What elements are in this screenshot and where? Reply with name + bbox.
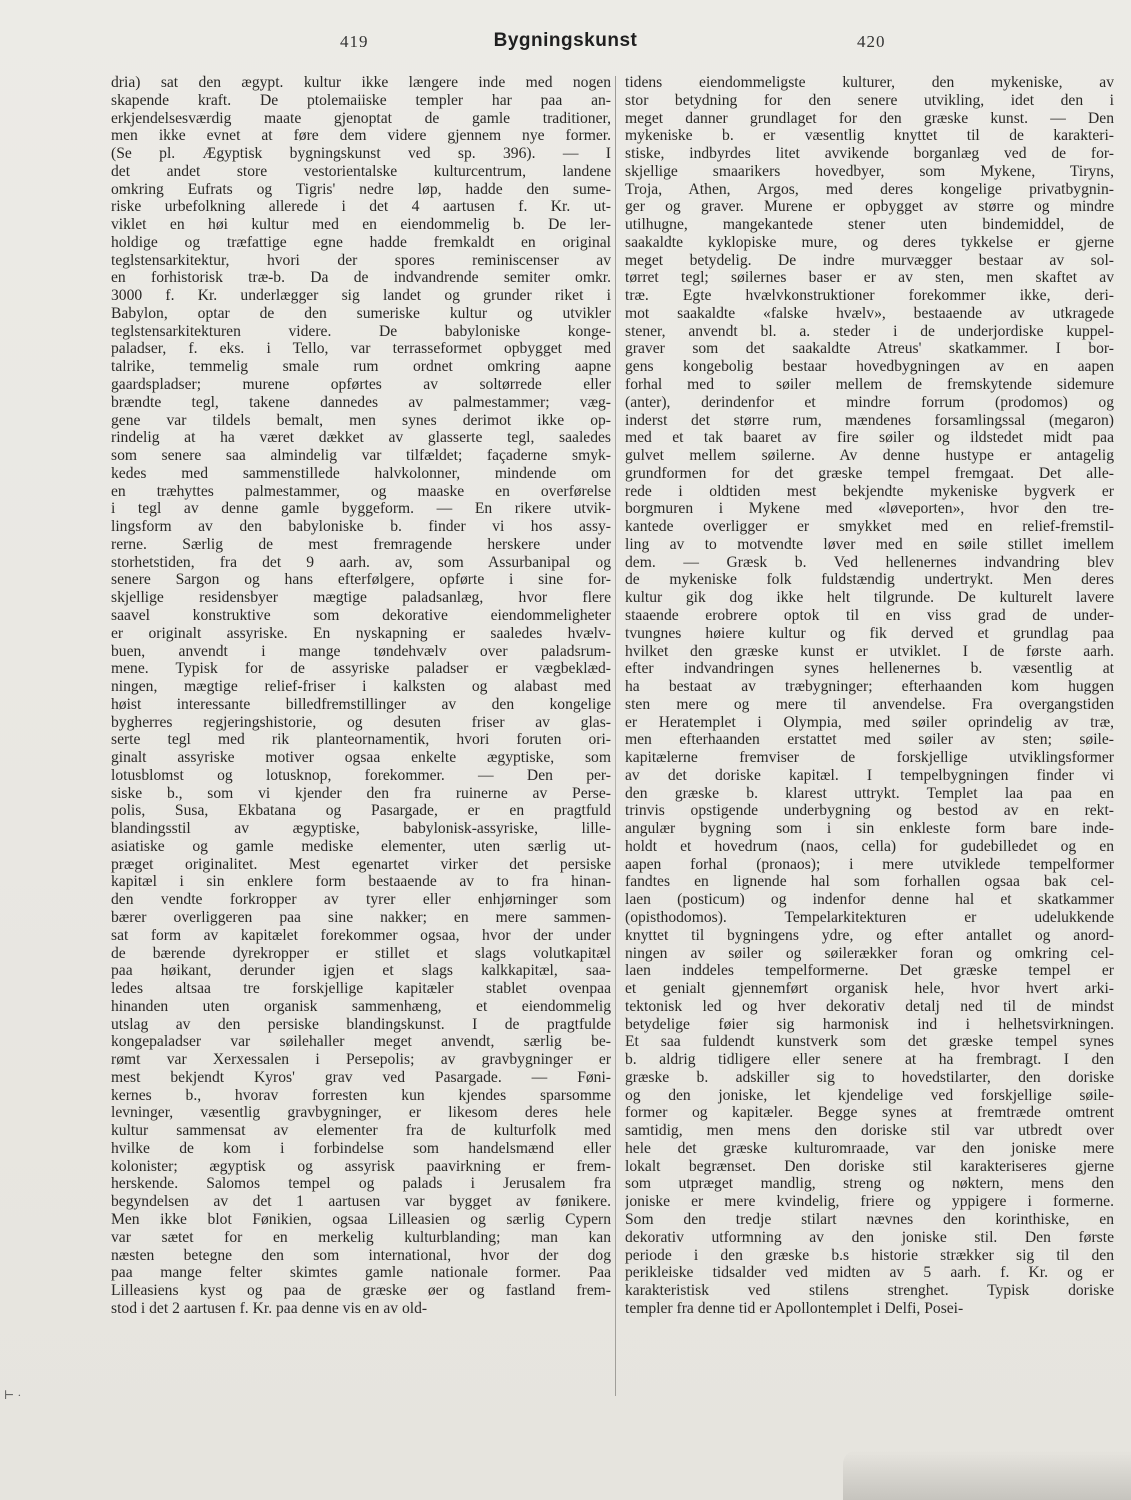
- text-line: teglstensarkitektur, hvori der spores reminiscenser av: [111, 251, 611, 269]
- text-line: kantede overligger er smykket med en relief-fremstil-: [625, 518, 1114, 536]
- text-line: lokalt begrænset. Den doriske stil karakteriseres gjerne: [625, 1157, 1114, 1175]
- text-line: som senere saa almindelig var tilfældet; façaderne smyk-: [111, 447, 611, 465]
- text-line: begyndelsen av det 1 aartusen var bygget av fønikere.: [111, 1193, 611, 1211]
- text-line: rømt var Xerxessalen i Persepolis; av gravbygninger er: [111, 1051, 611, 1069]
- text-line: karakteristisk ved stilens strenghet. Typisk doriske: [625, 1282, 1114, 1300]
- text-line: laen inddeles tempelformerne. Det græske tempel er: [625, 962, 1114, 980]
- text-line: grundformen for det græske tempel fremgaat. Det alle-: [625, 464, 1114, 482]
- text-line: angulær bygning som i sin enkleste form bare inde-: [625, 820, 1114, 838]
- text-line: (anter), derindenfor et mindre forrum (prodomos) og: [625, 393, 1114, 411]
- text-line: gulvet mellem søilerne. Av denne hustype er antagelig: [625, 447, 1114, 465]
- left-text-column: [111, 74, 611, 1318]
- text-line: et genialt gjennemført organisk hele, hvor hvert arki-: [625, 980, 1114, 998]
- page-number-left: 419: [340, 32, 369, 51]
- text-line: præget originalitet. Mest egenartet virker det persiske: [111, 855, 611, 873]
- text-line: meget betydelig. De indre murvægger bestaar av sol-: [625, 251, 1114, 269]
- text-line: herskende. Salomos tempel og palads i Jerusalem fra: [111, 1175, 611, 1193]
- text-line: kongepaladser var søilehaller meget anvendt, særlig be-: [111, 1033, 611, 1051]
- text-line: hele det græske kulturomraade, var den joniske mere: [625, 1139, 1114, 1157]
- text-line: ha bestaat av træbygninger; efterhaanden kom huggen: [625, 678, 1114, 696]
- text-line: holdt et hovedrum (naos, cella) for gudebilledet og en: [625, 837, 1114, 855]
- text-line: stiske, indbyrdes litet avvikende borganlæg ved de for-: [625, 145, 1114, 163]
- text-line: ginalt assyriske motiver ogsaa enkelte ægyptiske, som: [111, 749, 611, 767]
- text-line: skapende kraft. De ptolemaiiske templer har paa an-: [111, 91, 611, 109]
- text-line: kedes med sammenstillede halvkolonner, mindende om: [111, 464, 611, 482]
- text-line: paa mange felter skimtes gamle nationale former. Paa: [111, 1264, 611, 1282]
- right-text-column: [625, 74, 1114, 1318]
- text-line: græske b. adskiller sig to hovedstilarter, den doriske: [625, 1068, 1114, 1086]
- text-line: de mykeniske folk fuldstændig undertrykt. Men deres: [625, 571, 1114, 589]
- text-line: utilhugne, mangekantede stener uten bindemiddel, de: [625, 216, 1114, 234]
- text-line: hinanden uten organisk sammenhæng, et eiendommelig: [111, 997, 611, 1015]
- text-line: dem. — Græsk b. Ved hellenernes indvandring blev: [625, 553, 1114, 571]
- text-line: i tegl av denne gamle byggeform. — En rikere utvik-: [111, 500, 611, 518]
- text-line: den græske b. klarest uttrykt. Templet laa paa en: [625, 784, 1114, 802]
- text-line: av det doriske kapitæl. I tempelbygningen finder vi: [625, 766, 1114, 784]
- text-line: mene. Typisk for de assyriske paladser er vægbeklæd-: [111, 660, 611, 678]
- text-line: Babylon, optar de den sumeriske kultur og utvikler: [111, 304, 611, 322]
- text-line: b. aldrig tidligere eller senere at ha frembragt. I den: [625, 1051, 1114, 1069]
- text-line: dria) sat den ægypt. kultur ikke længere inde med nogen: [111, 74, 611, 91]
- text-line: saakaldte kyklopiske mure, og deres tykkelse er gjerne: [625, 233, 1114, 251]
- text-line: skjellige smaarikers hovedbyer, som Mykene, Tiryns,: [625, 162, 1114, 180]
- text-line: bærer overliggeren paa sine nakker; en mere sammen-: [111, 908, 611, 926]
- text-line: skjellige residensbyer mægtige paladsanlæg, hvor flere: [111, 589, 611, 607]
- text-line: gens kongebolig bestaar hovedbygningen av en aapen: [625, 358, 1114, 376]
- text-line: men efterhaanden erstattet med søiler av sten; søile-: [625, 731, 1114, 749]
- column-divider: [615, 76, 616, 1396]
- text-line: viklet en høi kultur med en eiendommelig b. De ler-: [111, 216, 611, 234]
- text-line: rindelig at ha været dækket av glasserte tegl, saaledes: [111, 429, 611, 447]
- text-line: ger og graver. Murene er opbygget av større og mindre: [625, 198, 1114, 216]
- text-line: Et saa fuldendt kunstverk som det græske tempel synes: [625, 1033, 1114, 1051]
- text-line: en forhistorisk træ-b. Da de indvandrende semiter omkr.: [111, 269, 611, 287]
- text-line: træ. Egte hvælvkonstruktioner forekommer ikke, deri-: [625, 287, 1114, 305]
- text-line: talrike, temmelig smale rum ordnet omkring aapne: [111, 358, 611, 376]
- text-line: knyttet til bygningens ydre, og efter antallet og anord-: [625, 926, 1114, 944]
- text-line: holdige og træfattige egne hadde fremkaldt en original: [111, 233, 611, 251]
- text-line: inderst det større rum, mændenes forsamlingssal (megaron): [625, 411, 1114, 429]
- text-line: gene var tildels bemalt, men synes derimot ikke op-: [111, 411, 611, 429]
- page-corner-shadow: [843, 1450, 1131, 1500]
- text-line: tektonisk led og hver dekorativ detalj ned til de mindst: [625, 997, 1114, 1015]
- text-line: levninger, væsentlig gravbygninger, er likesom deres hele: [111, 1104, 611, 1122]
- text-line: kapitælerne fremviser de forskjellige utviklingsformer: [625, 749, 1114, 767]
- text-line: mot saakaldte «falske hvælv», bestaaende av utkragede: [625, 304, 1114, 322]
- text-line: efter indvandringen synes hellenernes b. væsentlig at: [625, 660, 1114, 678]
- text-line: stod i det 2 aartusen f. Kr. paa denne vis en av old-: [111, 1299, 428, 1317]
- margin-mark: ⊢ ·: [4, 1388, 22, 1402]
- text-line: riske urbefolkning allerede i det 4 aartusen f. Kr. ut-: [111, 198, 611, 216]
- text-line: (Se pl. Ægyptisk bygningskunst ved sp. 396). — I: [111, 145, 611, 163]
- text-line: men ikke evnet at føre dem videre gjennem nye former.: [111, 127, 611, 145]
- text-line: lotusblomst og lotusknop, forekommer. — Den per-: [111, 766, 611, 784]
- text-line: (opisthodomos). Tempelarkitekturen er udelukkende: [625, 908, 1114, 926]
- text-line: dekorativ utformning av den joniske stil. Den første: [625, 1228, 1114, 1246]
- text-line: kolonister; ægyptisk og assyrisk paavirkning er frem-: [111, 1157, 611, 1175]
- text-line: Men ikke blot Fønikien, ogsaa Lilleasien og særlig Cypern: [111, 1211, 611, 1228]
- text-line: samtidig, men mens den doriske stil var utbredt over: [625, 1122, 1114, 1140]
- text-line: templer fra denne tid er Apollontemplet i Delfi, Posei-: [625, 1299, 964, 1317]
- text-line: høist interessante billedfremstillinger av den kongelige: [111, 695, 611, 713]
- text-line: erkjendelsesværdig maate gjenoptat de gamle traditioner,: [111, 109, 611, 127]
- text-line: staaende erobrere optok til en viss grad de under-: [625, 606, 1114, 624]
- text-line: paa høikant, derunder igjen et slags kalkkapitæl, saa-: [111, 962, 611, 980]
- text-line: kultur sammensat av elementer fra de kulturfolk med: [111, 1122, 611, 1140]
- text-line: teglstensarkitekturen videre. De babyloniske konge-: [111, 322, 611, 340]
- text-line: tvungnes høiere kultur og fik derved et grundlag paa: [625, 624, 1114, 642]
- text-line: stor betydning for den senere utvikling, idet den i: [625, 91, 1114, 109]
- text-line: den vendte forkropper av tyrer eller enhjørninger som: [111, 891, 611, 909]
- text-line: 3000 f. Kr. underlægger sig landet og grunder riket i: [111, 287, 611, 305]
- text-line: næsten betegne den som international, hvor der dog: [111, 1246, 611, 1264]
- text-line: som utpræget mandlig, streng og nøktern, mens den: [625, 1175, 1114, 1193]
- text-line: kernes b., hvorav forresten kun kjendes sparsomme: [111, 1086, 611, 1104]
- text-line: utslag av den persiske blandingskunst. I de pragtfulde: [111, 1015, 611, 1033]
- text-line: polis, Susa, Ekbatana og Pasargade, er en pragtfuld: [111, 802, 611, 820]
- text-line: med et tak baaret av fire søiler og ildstedet midt paa: [625, 429, 1114, 447]
- text-line: mest bekjendt Kyros' grav ved Pasargade. — Føni-: [111, 1068, 611, 1086]
- text-line: hvilke de kom i forbindelse som handelsmænd eller: [111, 1139, 611, 1157]
- text-line: lingsform av den babyloniske b. finder vi hos assy-: [111, 518, 611, 536]
- text-line: omkring Eufrats og Tigris' nedre løp, hadde den sume-: [111, 180, 611, 198]
- text-line: Som den tredje stilart nævnes den korinthiske, en: [625, 1211, 1114, 1228]
- page-number-right: 420: [857, 32, 886, 51]
- text-line: er Heratemplet i Olympia, med søiler oprindelig av træ,: [625, 713, 1114, 731]
- text-line: former og kapitæler. Begge synes at fremtræde omtrent: [625, 1104, 1114, 1122]
- text-line: rerne. Særlig de mest fremragende herskere under: [111, 535, 611, 553]
- text-line: borgmuren i Mykene med «løveporten», hvor den tre-: [625, 500, 1114, 518]
- text-line: buen, anvendt i mange tøndehvælv over paladsrum-: [111, 642, 611, 660]
- text-line: kapitæl i sin enklere form bestaaende av to fra hinan-: [111, 873, 611, 891]
- text-line: joniske er mere kvindelig, friere og yppigere i formerne.: [625, 1193, 1114, 1211]
- text-line: en træhyttes palmestammer, og maaske en overførelse: [111, 482, 611, 500]
- text-line: aapen forhal (pronaos); i mere utviklede tempelformer: [625, 855, 1114, 873]
- text-line: paladser, f. eks. i Tello, var terrasseformet opbygget med: [111, 340, 611, 358]
- text-line: stener, anvendt bl. a. steder i de underjordiske kuppel-: [625, 322, 1114, 340]
- text-line: Troja, Athen, Argos, med deres kongelige privatbygnin-: [625, 180, 1114, 198]
- text-line: periode i den græske b.s historie strækker sig til den: [625, 1246, 1114, 1264]
- text-line: asiatiske og gamle mediske elementer, uten særlig ut-: [111, 837, 611, 855]
- text-line: de bærende dyrekropper er stillet et slags volutkapitæl: [111, 944, 611, 962]
- text-line: ningen, mægtige relief-friser i kalksten og alabast med: [111, 678, 611, 696]
- text-line: bygherres regjeringshistorie, og desuten friser av glas-: [111, 713, 611, 731]
- text-line: brændte tegl, takene dannedes av palmestammer; væg-: [111, 393, 611, 411]
- text-line: det andet store vestorientalske kulturcentrum, landene: [111, 162, 611, 180]
- text-line: perikleiske tidsalder ved midten av 5 aarh. f. Kr. og er: [625, 1264, 1114, 1282]
- text-line: laen (posticum) og indenfor denne hal et skatkammer: [625, 891, 1114, 909]
- text-line: serte tegl med rik planteornamentik, hvori foruten ori-: [111, 731, 611, 749]
- text-line: hvilket den græske kunst er utviklet. I de første aarh.: [625, 642, 1114, 660]
- text-line: meget danner grundlaget for den græske kunst. — Den: [625, 109, 1114, 127]
- text-line: gaardspladser; murene opførtes av soltørrede eller: [111, 376, 611, 394]
- text-line: fandtes en lignende hal som forhallen ogsaa bak cel-: [625, 873, 1114, 891]
- text-line: blandingsstil av ægyptiske, babylonisk-assyriske, lille-: [111, 820, 611, 838]
- text-line: Lilleasiens kyst og paa de græske øer og fastland frem-: [111, 1282, 611, 1300]
- text-line: graver som det saakaldte Atreus' skatkammer. I bor-: [625, 340, 1114, 358]
- text-line: og den joniske, let kjendelige ved forskjellige søile-: [625, 1086, 1114, 1104]
- text-line: saavel konstruktive som dekorative eiendommeligheter: [111, 606, 611, 624]
- text-line: var sætet for en merkelig kulturblanding; man kan: [111, 1228, 611, 1246]
- text-line: storhetstiden, fra det 9 aarh. av, som Assurbanipal og: [111, 553, 611, 571]
- text-line: senere Sargon og hans efterfølgere, opførte i sine for-: [111, 571, 611, 589]
- page-header: [0, 30, 1131, 56]
- text-line: ningen av søiler og søilerækker foran og omkring cel-: [625, 944, 1114, 962]
- running-title: Bygningskunst: [493, 30, 638, 51]
- text-line: betydelige føier sig harmonisk ind i helhetsvirkningen.: [625, 1015, 1114, 1033]
- text-line: forhal med to søiler mellem de fremskytende sidemure: [625, 376, 1114, 394]
- text-line: ledes altsaa tre forskjellige kapitæler stablet ovenpaa: [111, 980, 611, 998]
- text-line: siske b., som vi kjender den fra ruinerne av Perse-: [111, 784, 611, 802]
- text-line: tørret tegl; søilernes baser er av sten, men skaftet av: [625, 269, 1114, 287]
- text-line: rede i oldtiden mest bekjendte mykeniske bygverk er: [625, 482, 1114, 500]
- text-line: mykeniske b. er væsentlig knyttet til de karakteri-: [625, 127, 1114, 145]
- text-line: ling av to motvendte løver med en søile stillet imellem: [625, 535, 1114, 553]
- text-line: sat form av kapitælet forekommer ogsaa, hvor der under: [111, 926, 611, 944]
- text-line: sten mere og mere til anvendelse. Fra overgangstiden: [625, 695, 1114, 713]
- text-line: trinvis opstigende underbygning og bestod av en rekt-: [625, 802, 1114, 820]
- text-line: kultur gik dog ikke helt tilgrunde. De kulturelt lavere: [625, 589, 1114, 607]
- text-line: er originalt assyriske. En nyskapning er saaledes hvælv-: [111, 624, 611, 642]
- text-line: tidens eiendommeligste kulturer, den mykeniske, av: [625, 74, 1114, 91]
